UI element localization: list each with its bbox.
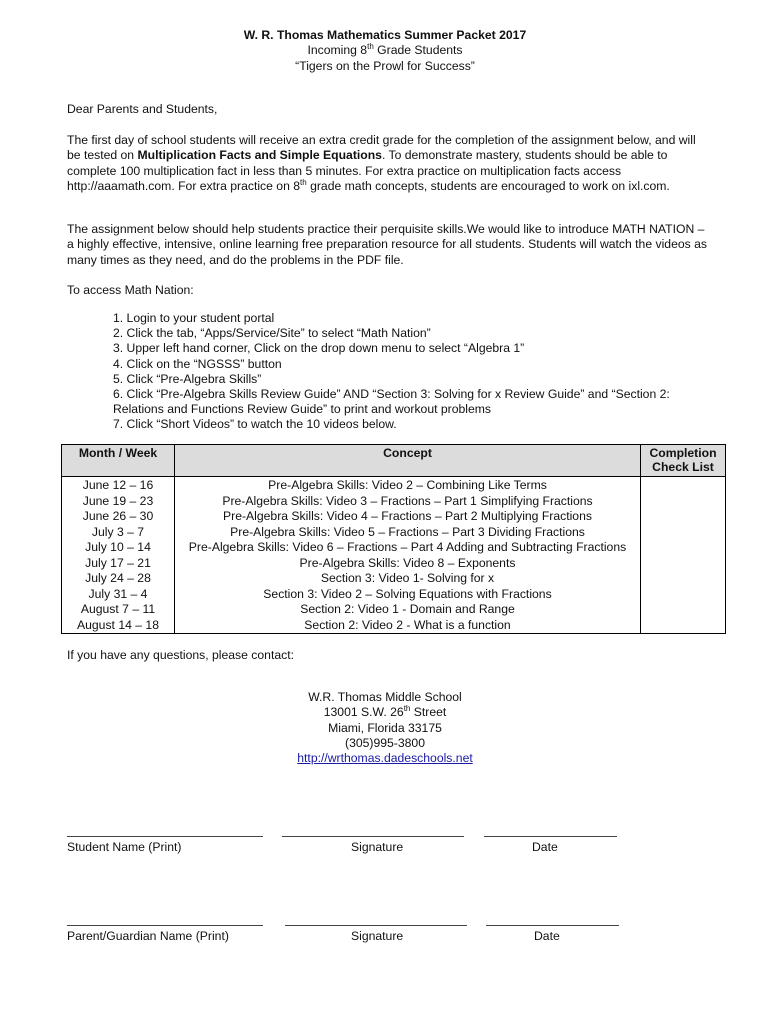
student-name-line[interactable] (67, 836, 263, 837)
week-item: August 7 – 11 (80, 602, 156, 616)
week-item: August 14 – 18 (77, 617, 159, 632)
document-motto: “Tigers on the Prowl for Success” (295, 59, 475, 73)
week-item: July 24 – 28 (85, 571, 151, 585)
school-phone: (305)995-3800 (345, 735, 425, 750)
parent-date-line[interactable] (486, 925, 619, 926)
concept-item: Section 3: Video 1- Solving for x (320, 571, 495, 585)
step-item: 3. Upper left hand corner, Click on the drop down menu to select “Algebra 1” (113, 341, 525, 356)
student-date-label: Date (532, 840, 558, 854)
weeks-cell (62, 477, 175, 634)
school-city: Miami, Florida 33175 (328, 720, 442, 735)
parent-signature-label: Signature (351, 929, 404, 943)
concept-item: Pre-Algebra Skills: Video 2 – Combining Like Terms (268, 478, 547, 492)
week-item: July 3 – 7 (91, 524, 145, 539)
concept-item: Section 2: Video 2 - What is a function (304, 617, 511, 632)
week-item: June 19 – 23 (82, 493, 154, 508)
header-concept: Concept (175, 445, 641, 477)
access-label: To access Math Nation: (67, 283, 194, 297)
completion-check-cell[interactable] (641, 477, 726, 634)
table-header-row (62, 445, 726, 477)
paragraph-math-nation: The assignment below should help students practice their perquisite skills.We would like to introduce MATH NATION – a highly effective, intensive, online learning free preparation resource for all students. Students will watch the videos as many times as they need, and do the problems in the PDF file. (67, 222, 707, 267)
concept-item: Pre-Algebra Skills: Video 3 – Fractions – Part 1 Simplifying Fractions (222, 493, 593, 508)
step-item: 2. Click the tab, “Apps/Service/Site” to select “Math Nation” (113, 326, 431, 341)
step-item: 4. Click on the “NGSSS” button (113, 356, 282, 371)
header-month-week: Month / Week (62, 445, 175, 477)
week-item: July 31 – 4 (88, 586, 148, 601)
header-completion: Completion Check List (641, 445, 726, 477)
week-item: June 26 – 30 (82, 509, 154, 523)
access-steps (113, 311, 713, 433)
document-subtitle: Incoming 8th Grade Students (307, 42, 463, 57)
concept-item: Section 2: Video 1 - Domain and Range (300, 602, 515, 616)
table-row (62, 477, 726, 634)
greeting: Dear Parents and Students, (67, 102, 218, 116)
step-item: 1. Login to your student portal (113, 311, 275, 325)
school-name: W.R. Thomas Middle School (308, 690, 462, 704)
schedule-table (61, 444, 726, 634)
parent-name-line[interactable] (67, 925, 263, 926)
paragraph-intro: The first day of school students will receive an extra credit grade for the completion of the assignment below, and will be tested on Multiplication Facts and Simple Equations. To demonstrate mastery, students should be able to complete 100 multiplication fact in less than 5 minutes. For extra practice on multiplication facts access http://aaamath.com. For extra practice on 8th grade math concepts, students are encouraged to work on ixl.com. (67, 133, 696, 194)
week-item: July 17 – 21 (85, 555, 151, 570)
document-title: W. R. Thomas Mathematics Summer Packet 2017 (243, 28, 527, 42)
concept-item: Pre-Algebra Skills: Video 4 – Fractions – Part 2 Multiplying Fractions (223, 509, 592, 523)
parent-signature-line[interactable] (285, 925, 467, 926)
student-date-line[interactable] (484, 836, 617, 837)
parent-date-label: Date (534, 929, 560, 943)
week-item: June 12 – 16 (82, 478, 154, 492)
parent-name-label: Parent/Guardian Name (Print) (67, 929, 229, 943)
student-signature-line[interactable] (282, 836, 464, 837)
concept-item: Pre-Algebra Skills: Video 8 – Exponents (299, 555, 516, 570)
concept-item: Pre-Algebra Skills: Video 5 – Fractions – Part 3 Dividing Fractions (230, 524, 585, 539)
student-name-label: Student Name (Print) (67, 840, 182, 854)
concept-item: Section 3: Video 2 – Solving Equations with Fractions (263, 586, 552, 601)
school-website-link[interactable]: http://wrthomas.dadeschools.net (297, 751, 473, 766)
student-signature-label: Signature (351, 840, 404, 854)
school-address (0, 690, 770, 766)
week-item: July 10 – 14 (85, 540, 151, 554)
school-street: 13001 S.W. 26th Street (323, 704, 447, 720)
concept-item: Pre-Algebra Skills: Video 6 – Fractions – Part 4 Adding and Subtracting Fractions (188, 540, 627, 554)
step-item: 6. Click “Pre-Algebra Skills Review Guide” AND “Section 3: Solving for x Review Guide” and “Section 2: Relations and Functions Review Guide” to print and workout problems (113, 387, 670, 417)
step-item: 7. Click “Short Videos” to watch the 10 videos below. (113, 417, 397, 432)
contact-intro: If you have any questions, please contact: (67, 648, 294, 662)
concepts-cell (175, 477, 641, 634)
step-item: 5. Click “Pre-Algebra Skills” (113, 371, 262, 386)
